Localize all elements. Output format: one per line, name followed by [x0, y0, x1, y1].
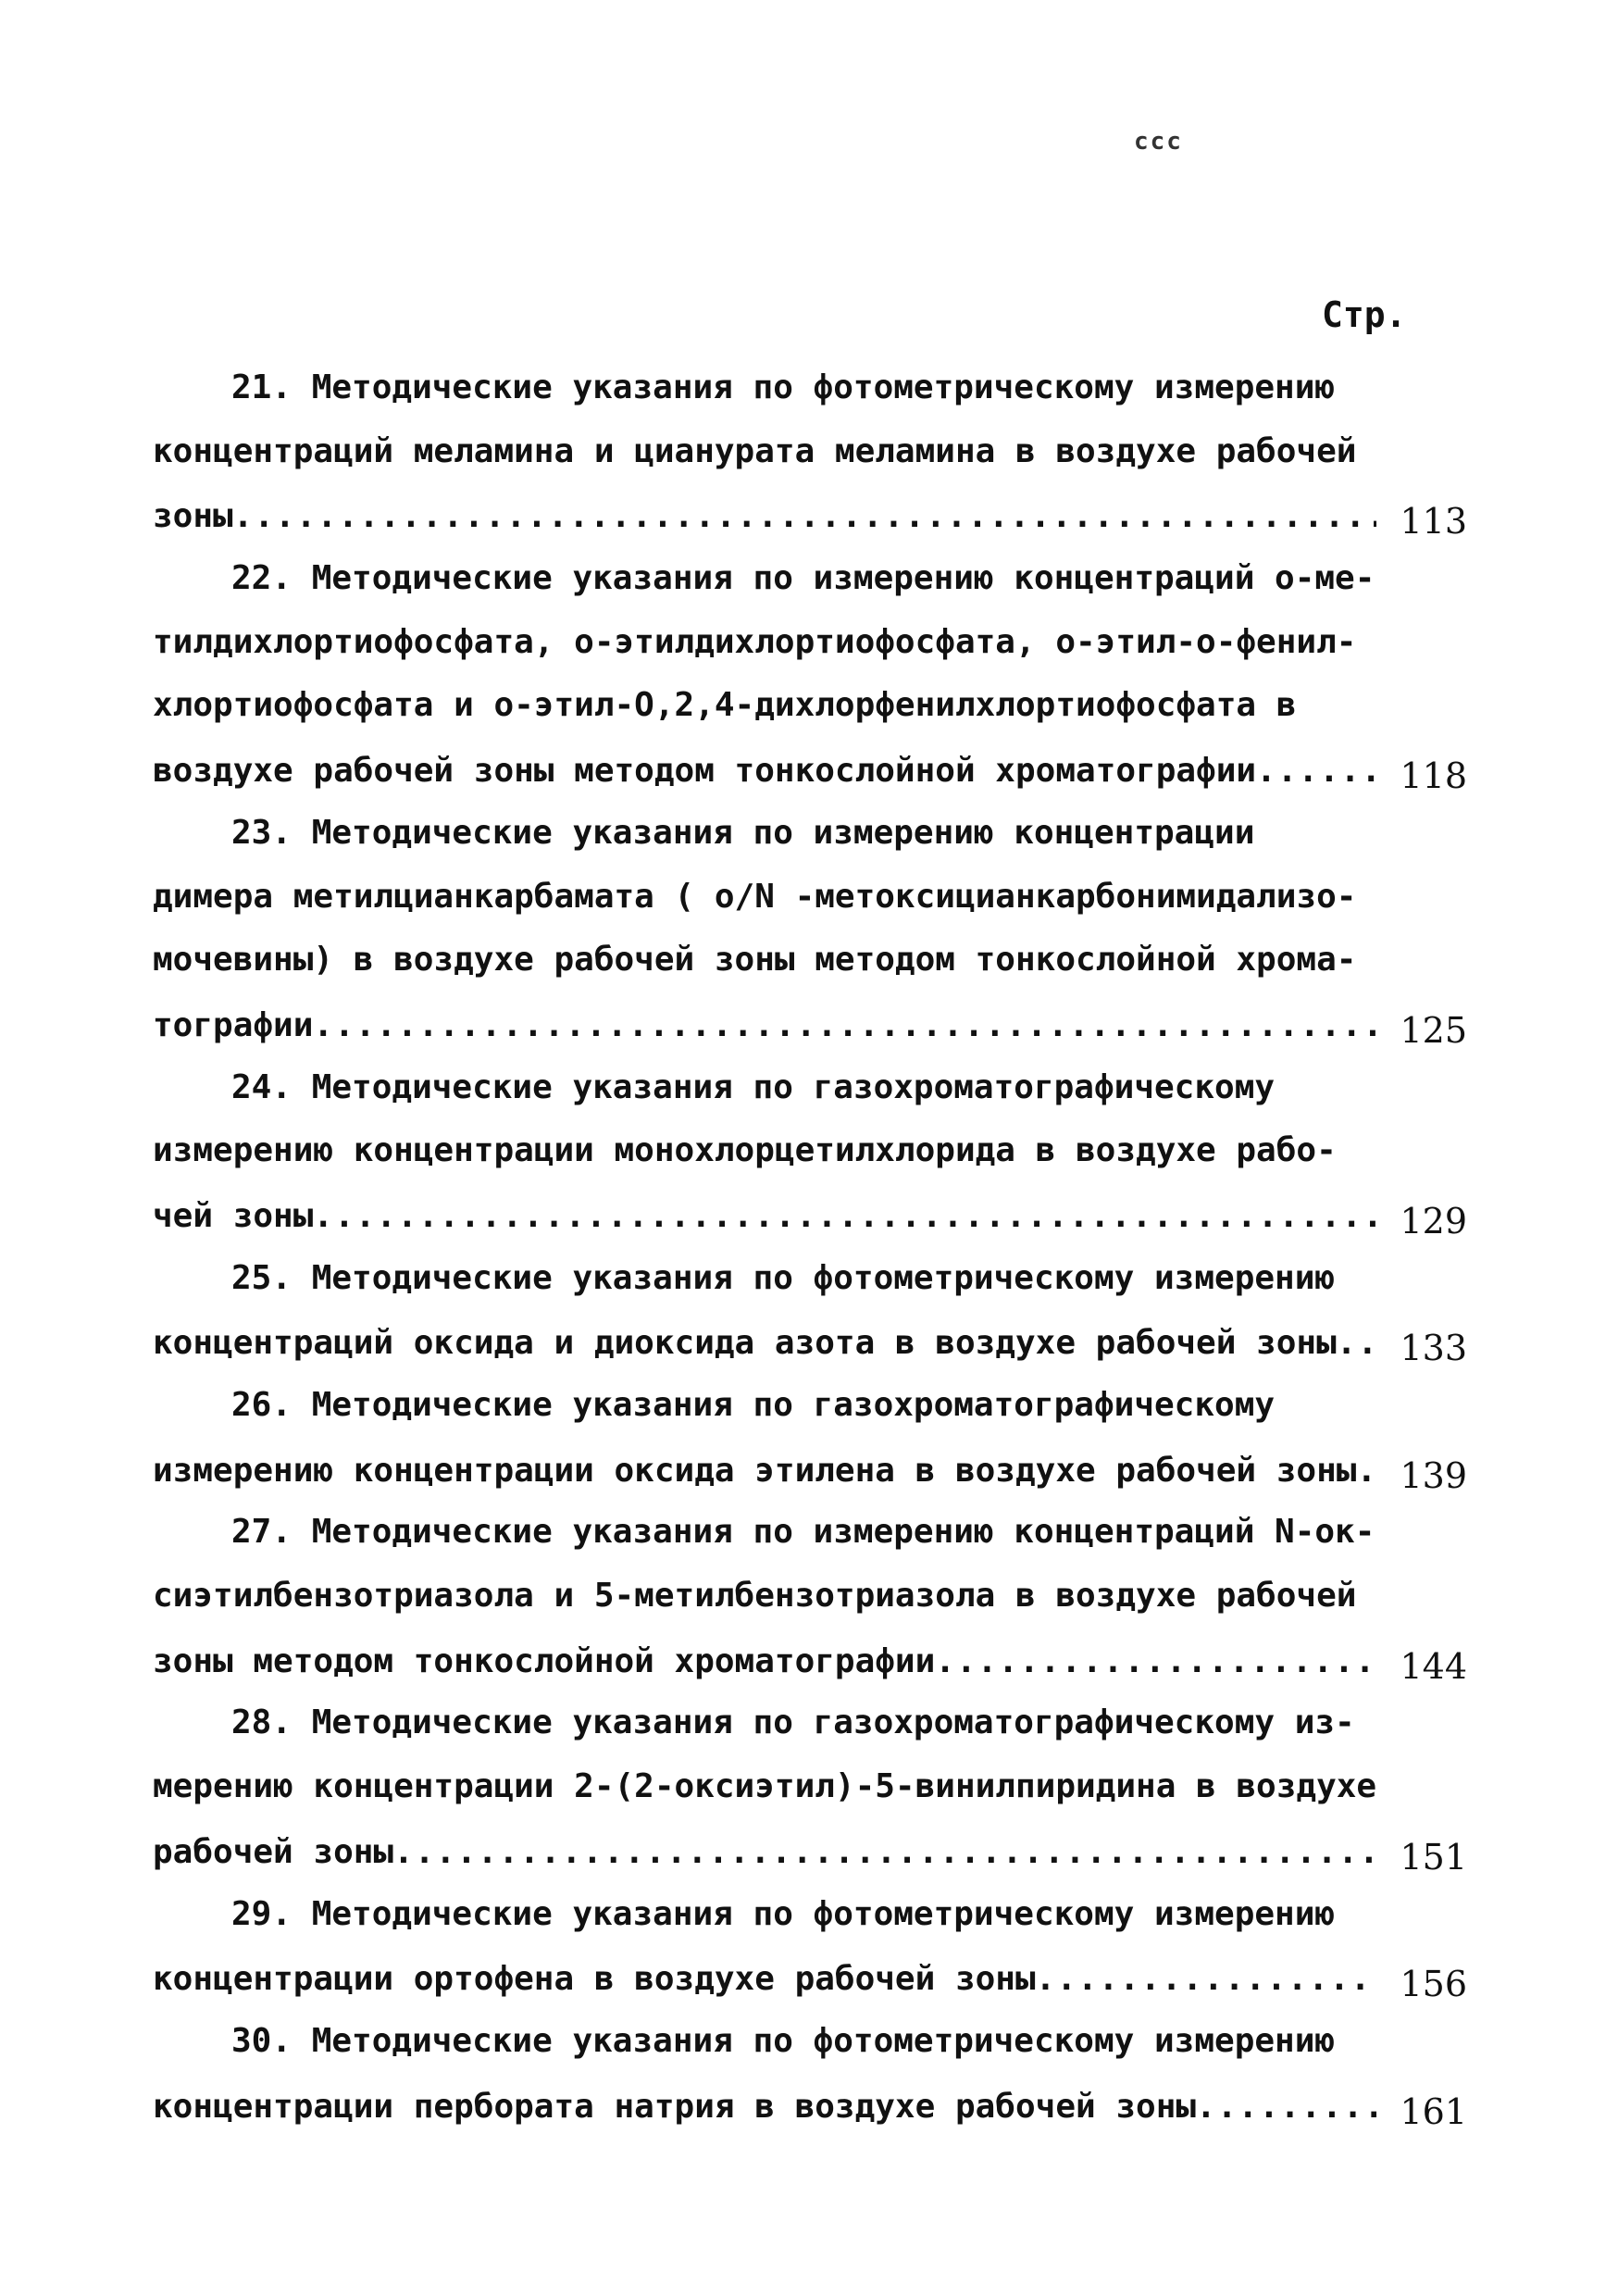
toc-entry-line [153, 1883, 1467, 1947]
toc-entry-line [153, 356, 1467, 420]
table-of-contents [153, 356, 1467, 2137]
toc-entry-line [153, 1819, 1467, 1883]
toc-entry-line [153, 1565, 1467, 1628]
dot-leader [935, 1630, 1376, 1694]
toc-entry-line [153, 1438, 1467, 1502]
toc-page-number: 125 [1400, 1009, 1467, 1051]
toc-entry-continuation: концентраций оксида и диоксида азота в воздухе рабочей зоны [153, 1324, 1337, 1363]
toc-entry-line [153, 2074, 1467, 2138]
toc-entry-line [153, 929, 1467, 992]
toc-entry [153, 1247, 1467, 1374]
toc-entry [153, 1691, 1467, 1882]
toc-entry-continuation: рабочей зоны [153, 1832, 394, 1871]
toc-entry-line [153, 802, 1467, 866]
toc-entry-line [153, 547, 1467, 611]
toc-entry-continuation: измерению концентрации оксида этилена в воздухе рабочей зоны [153, 1451, 1357, 1490]
toc-entry-title: 22. Методические указания по измерению концентраций о-ме- [231, 559, 1375, 598]
toc-entry-continuation: димера метилцианкарбамата ( о/N -метоксицианкарбонимидализо- [153, 877, 1357, 916]
toc-entry-line [153, 1946, 1467, 2010]
toc-entry [153, 356, 1467, 547]
toc-entry-title: 25. Методические указания по фотометрическому измерению [231, 1258, 1336, 1297]
toc-entry-line [153, 483, 1467, 547]
toc-entry-line [153, 1628, 1467, 1692]
page-number: ccc [1134, 128, 1183, 156]
toc-entry-continuation: чей зоны [153, 1196, 314, 1235]
toc-entry-title: 26. Методические указания по газохроматографическому [231, 1386, 1276, 1424]
toc-entry-continuation: мочевины) в воздухе рабочей зоны методом тонкослойной хрома- [153, 941, 1357, 980]
toc-entry-line [153, 1183, 1467, 1247]
dot-leader [1196, 2076, 1376, 2140]
toc-page-number: 139 [1400, 1454, 1467, 1496]
toc-entry-continuation: концентрации пербората натрия в воздухе рабочей зоны [153, 2087, 1197, 2126]
toc-entry-title: 29. Методические указания по фотометрическому измерению [231, 1894, 1336, 1933]
toc-page-number: 156 [1400, 1964, 1467, 2005]
toc-entry-title: 23. Методические указания по измерению концентрации [231, 813, 1255, 852]
toc-entry-continuation: концентраций меламина и цианурата меламина в воздухе рабочей [153, 431, 1357, 470]
toc-entry-title: 21. Методические указания по фотометрическому измерению [231, 368, 1336, 406]
dot-leader [1356, 1440, 1376, 1504]
toc-page-number: 151 [1400, 1836, 1467, 1878]
toc-entry-line [153, 1501, 1467, 1565]
toc-page-number: 118 [1400, 755, 1467, 797]
toc-entry-title: 30. Методические указания по фотометрическому измерению [231, 2021, 1336, 2060]
toc-page-number: 133 [1400, 1328, 1467, 1369]
toc-entry-line [153, 2010, 1467, 2074]
toc-entry [153, 1501, 1467, 1691]
dot-leader [313, 1185, 1376, 1249]
toc-entry-line [153, 1310, 1467, 1374]
toc-page-number: 161 [1400, 2090, 1467, 2132]
dot-leader [313, 994, 1376, 1058]
dot-leader [233, 485, 1376, 549]
toc-page-number: 129 [1400, 1200, 1467, 1242]
dot-leader [1337, 1312, 1376, 1376]
toc-entry-line [153, 992, 1467, 1056]
toc-entry-line [153, 1056, 1467, 1120]
toc-entry-title: 28. Методические указания по газохроматографическому из- [231, 1703, 1355, 1742]
toc-entry-line [153, 674, 1467, 738]
toc-entry-continuation: зоны методом тонкослойной хроматографии [153, 1641, 936, 1680]
toc-entry-line [153, 1691, 1467, 1755]
toc-entry-continuation: измерению концентрации монохлорцетилхлорида в воздухе рабо- [153, 1131, 1337, 1170]
toc-entry-line [153, 738, 1467, 802]
toc-entry-continuation: воздухе рабочей зоны методом тонкослойной хроматографии [153, 752, 1257, 791]
toc-entry-continuation: тилдихлортиофосфата, о-этилдихлортиофосфата, о-этил-о-фенил- [153, 622, 1357, 661]
toc-entry [153, 1056, 1467, 1247]
toc-entry-line [153, 1755, 1467, 1819]
dot-leader [1256, 740, 1376, 804]
toc-entry-continuation: зоны [153, 497, 233, 536]
toc-entry-line [153, 866, 1467, 930]
toc-page-number: 113 [1400, 501, 1467, 543]
toc-entry-line [153, 420, 1467, 484]
toc-entry-line [153, 1247, 1467, 1311]
toc-entry-line [153, 1119, 1467, 1183]
page-column-header: Стр. [1322, 294, 1407, 335]
toc-entry [153, 1883, 1467, 2010]
dot-leader [393, 1821, 1376, 1885]
toc-entry-title: 27. Методические указания по измерению концентраций N-ок- [231, 1513, 1375, 1552]
toc-page-number: 144 [1400, 1645, 1467, 1687]
toc-entry-continuation: концентрации ортофена в воздухе рабочей зоны [153, 1960, 1036, 1999]
toc-entry-line [153, 611, 1467, 675]
toc-entry [153, 802, 1467, 1056]
toc-entry-continuation: сиэтилбензотриазола и 5-метилбензотриазола в воздухе рабочей [153, 1577, 1357, 1616]
toc-entry-continuation: хлортиофосфата и о-этил-О,2,4-дихлорфенилхлортиофосфата в [153, 686, 1297, 725]
toc-entry [153, 547, 1467, 802]
toc-entry [153, 1374, 1467, 1501]
dot-leader [1036, 1948, 1376, 2012]
toc-entry-line [153, 1374, 1467, 1438]
toc-entry-title: 24. Методические указания по газохроматографическому [231, 1067, 1276, 1106]
toc-entry-continuation: мерению концентрации 2-(2-оксиэтил)-5-винилпиридина в воздухе [153, 1767, 1377, 1806]
toc-entry [153, 2010, 1467, 2137]
toc-entry-continuation: тографии [153, 1005, 314, 1044]
